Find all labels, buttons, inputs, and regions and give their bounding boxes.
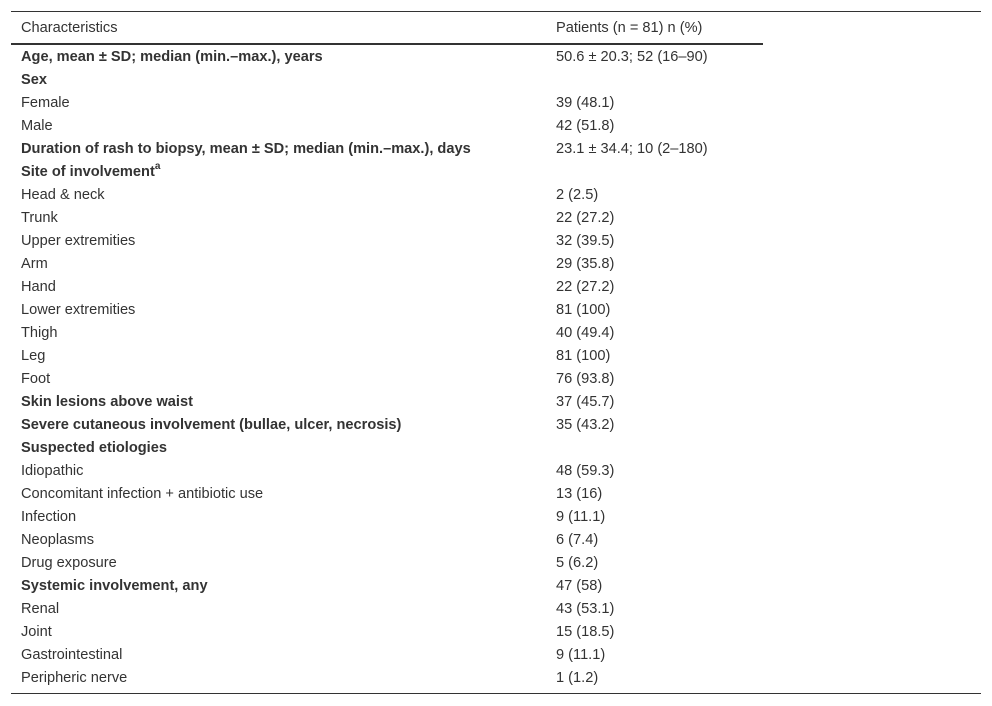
table-row [11, 276, 763, 299]
row-label [11, 184, 546, 207]
table-row [11, 460, 763, 483]
row-value: 13 (16) [556, 486, 603, 502]
row-label [11, 529, 546, 552]
row-label [11, 253, 546, 276]
row-label [11, 299, 546, 322]
row-value: 22 (27.2) [556, 279, 615, 295]
row-label-text: Site of involvement [21, 164, 155, 180]
row-value: 29 (35.8) [556, 256, 615, 272]
row-label-text: Concomitant infection + antibiotic use [21, 486, 264, 502]
row-label-text: Severe cutaneous involvement (bullae, ulcer, necrosis) [21, 417, 402, 433]
table-row [11, 506, 763, 529]
table-row [11, 552, 763, 575]
row-value: 9 (11.1) [556, 509, 606, 525]
row-label-text: Gastrointestinal [21, 647, 123, 663]
row-value: 32 (39.5) [556, 233, 615, 249]
row-value: 81 (100) [556, 348, 611, 364]
row-value: 43 (53.1) [556, 601, 615, 617]
row-label-text: Age, mean ± SD; median (min.–max.), years [21, 49, 323, 65]
row-label-text: Neoplasms [21, 532, 94, 548]
row-label-text: Lower extremities [21, 302, 136, 318]
row-value: 39 (48.1) [556, 95, 615, 111]
row-value: 6 (7.4) [556, 532, 599, 548]
row-value: 40 (49.4) [556, 325, 615, 341]
row-value [546, 437, 763, 460]
table-row [11, 299, 763, 322]
table-row [11, 529, 763, 552]
table-row [11, 483, 763, 506]
table-row [11, 414, 763, 437]
row-label [11, 207, 546, 230]
row-value: 48 (59.3) [556, 463, 615, 479]
table-row [11, 253, 763, 276]
row-label [11, 92, 546, 115]
row-label-text: Idiopathic [21, 463, 84, 479]
footnote-marker: a [154, 161, 161, 173]
row-value: 76 (93.8) [556, 371, 615, 387]
table-row [11, 44, 763, 69]
table-row [11, 391, 763, 414]
row-value: 2 (2.5) [556, 187, 599, 203]
row-label-text: Peripheric nerve [21, 670, 128, 686]
row-label-text: Renal [21, 601, 60, 617]
characteristics-table [11, 12, 763, 690]
table-row [11, 184, 763, 207]
row-label-text: Male [21, 118, 53, 134]
table-row [11, 322, 763, 345]
row-value: 81 (100) [556, 302, 611, 318]
row-label-text: Skin lesions above waist [21, 394, 193, 410]
row-value: 42 (51.8) [556, 118, 615, 134]
row-label-text: Head & neck [21, 187, 105, 203]
row-label [11, 322, 546, 345]
row-label [11, 69, 546, 92]
table-row [11, 437, 763, 460]
row-value: 35 (43.2) [556, 417, 615, 433]
row-value: 1 (1.2) [556, 670, 599, 686]
table-row [11, 230, 763, 253]
table-row [11, 667, 763, 690]
row-label-text: Drug exposure [21, 555, 117, 571]
row-label [11, 345, 546, 368]
row-label [11, 552, 546, 575]
row-label [11, 667, 546, 690]
row-value: 23.1 ± 34.4; 10 (2–180) [556, 141, 708, 157]
header-patients: Patients (n = 81) n (%) [546, 12, 763, 44]
row-label [11, 598, 546, 621]
row-label-text: Trunk [21, 210, 58, 226]
row-label [11, 644, 546, 667]
row-label [11, 506, 546, 529]
row-label [11, 276, 546, 299]
table-row [11, 644, 763, 667]
header-characteristics: Characteristics [11, 12, 546, 44]
row-label-text: Suspected etiologies [21, 440, 167, 456]
row-label [11, 230, 546, 253]
row-label [11, 368, 546, 391]
row-label-text: Thigh [21, 325, 58, 341]
row-label-text: Upper extremities [21, 233, 136, 249]
table-row [11, 115, 763, 138]
row-value [546, 69, 763, 92]
row-label-text: Joint [21, 624, 52, 640]
table-header-row [11, 12, 763, 44]
row-label [11, 437, 546, 460]
table-bottom-rule [11, 693, 981, 694]
row-label-text: Hand [21, 279, 56, 295]
row-label [11, 575, 546, 598]
table-row [11, 368, 763, 391]
table-row [11, 598, 763, 621]
row-label [11, 391, 546, 414]
row-label-text: Systemic involvement, any [21, 578, 208, 594]
row-label [11, 161, 546, 184]
table-row [11, 345, 763, 368]
row-label-text: Arm [21, 256, 48, 272]
table-row [11, 92, 763, 115]
row-label-text: Infection [21, 509, 77, 525]
row-value: 9 (11.1) [556, 647, 606, 663]
table-row [11, 69, 763, 92]
row-value: 47 (58) [556, 578, 603, 594]
row-label [11, 621, 546, 644]
row-value [546, 161, 763, 184]
row-label-text: Leg [21, 348, 46, 364]
table-row [11, 621, 763, 644]
row-value: 15 (18.5) [556, 624, 615, 640]
row-value: 50.6 ± 20.3; 52 (16–90) [556, 49, 708, 65]
row-label [11, 44, 546, 69]
row-label-text: Sex [21, 72, 47, 88]
row-label [11, 460, 546, 483]
table-row [11, 575, 763, 598]
row-value: 22 (27.2) [556, 210, 615, 226]
row-label [11, 138, 546, 161]
table-body [11, 44, 763, 690]
row-value: 5 (6.2) [556, 555, 599, 571]
row-label-text: Foot [21, 371, 51, 387]
row-label-text: Female [21, 95, 70, 111]
row-label [11, 115, 546, 138]
row-label-text: Duration of rash to biopsy, mean ± SD; median (min.–max.), days [21, 141, 471, 157]
row-label [11, 414, 546, 437]
table-row [11, 161, 763, 184]
row-label [11, 483, 546, 506]
table-row [11, 138, 763, 161]
table-row [11, 207, 763, 230]
row-value: 37 (45.7) [556, 394, 615, 410]
